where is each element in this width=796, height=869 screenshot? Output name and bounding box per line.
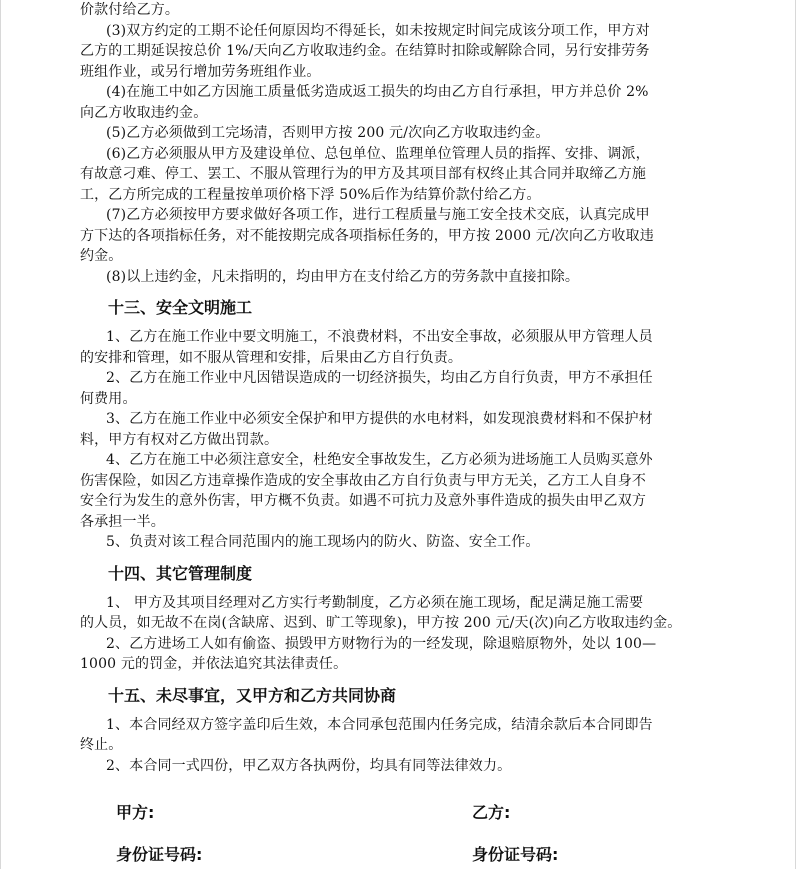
paragraph-line: 1、本合同经双方签字盖印后生效，本合同承包范围内任务完成，结清余款后本合同即告 <box>106 716 653 733</box>
party-b-id-label: 身份证号码: <box>472 845 559 864</box>
paragraph-line: 的人员，如无故不在岗(含缺席、迟到、旷工等现象)，甲方按 200 元/天(次)向乙方收取违约金。 <box>80 615 682 631</box>
paragraph-line: 1、乙方在施工作业中要文明施工，不浪费材料，不出安全事故，必须服从甲方管理人员 <box>106 329 653 345</box>
section-heading-13: 十三、安全文明施工 <box>108 298 253 317</box>
paragraph-line: (3)双方约定的工期不论任何原因均不得延长，如未按规定时间完成该分项工作，甲方对 <box>106 22 650 39</box>
paragraph-line: 约金。 <box>80 248 123 264</box>
paragraph-line: 各承担一半。 <box>80 513 165 530</box>
paragraph-line: (5)乙方必须做到工完场清，否则甲方按 200 元/次向乙方收取违约金。 <box>106 125 550 141</box>
paragraph-line: 班组作业，或另行增加劳务班组作业。 <box>80 63 321 80</box>
paragraph-line: 安全行为发生的意外伤害，甲方概不负责。如遇不可抗力及意外事件造成的损失由甲乙双方 <box>80 493 646 509</box>
paragraph-line: 价款付给乙方。 <box>80 2 180 18</box>
paragraph-line: 有故意刁难、停工、罢工、不服从管理行为的甲方及其项目部有权终止其合同并取缔乙方施 <box>80 166 646 182</box>
paragraph-line: (8)以上违约金，凡未指明的，均由甲方在支付给乙方的劳务款中直接扣除。 <box>106 268 580 285</box>
paragraph-line: (7)乙方必须按甲方要求做好各项工作，进行工程质量与施工安全技术交底，认真完成甲 <box>106 207 650 223</box>
paragraph-line: (6)乙方必须服从甲方及建设单位、总包单位、监理单位管理人员的指挥、安排、调派， <box>106 145 650 162</box>
section-heading-15: 十五、未尽事宜，又甲方和乙方共同协商 <box>108 685 397 705</box>
paragraph-line: 1000 元的罚金，并依法追究其法律责任。 <box>80 656 348 672</box>
section-heading-14: 十四、其它管理制度 <box>108 563 253 583</box>
paragraph-line: (4)在施工中如乙方因施工质量低劣造成返工损失的均由乙方自行承担，甲方并总价 2% <box>106 84 649 100</box>
paragraph-line: 2、本合同一式四份，甲乙双方各执两份，均具有同等法律效力。 <box>106 757 512 774</box>
section-15-body <box>80 715 720 777</box>
paragraph-line: 3、乙方在施工作业中必须安全保护和甲方提供的水电材料，如发现浪费材料和不保护材 <box>106 411 653 427</box>
party-b-label: 乙方: <box>472 803 511 822</box>
penalty-clauses <box>80 0 720 287</box>
paragraph-line: 乙方的工期延误按总价 1%/天向乙方收取违约金。在结算时扣除或解除合同，另行安排劳务 <box>80 43 650 59</box>
party-a-label: 甲方: <box>116 803 155 822</box>
paragraph-line: 工，乙方所完成的工程量按单项价格下浮 50%后作为结算价款付给乙方。 <box>80 186 541 203</box>
paragraph-line: 5、负责对该工程合同范围内的施工现场内的防火、防盗、安全工作。 <box>106 534 540 550</box>
signature-row <box>116 800 716 826</box>
paragraph-line: 终止。 <box>80 737 123 753</box>
paragraph-line: 的安排和管理，如不服从管理和安排，后果由乙方自行负责。 <box>80 349 463 366</box>
paragraph-line: 1、 甲方及其项目经理对乙方实行考勤制度，乙方必须在施工现场，配足满足施工需要 <box>106 594 644 611</box>
page-left-edge <box>0 0 1 869</box>
paragraph-line: 方下达的各项指标任务，对不能按期完成各项指标任务的，甲方按 2000 元/次向乙方收取违 <box>80 227 654 244</box>
contract-document <box>80 0 720 776</box>
paragraph-line: 伤害保险，如因乙方违章操作造成的安全事故由乙方自行负责与甲方无关，乙方工人自身不 <box>80 472 646 489</box>
paragraph-line: 何费用。 <box>80 390 137 407</box>
paragraph-line: 向乙方收取违约金。 <box>80 104 208 121</box>
id-number-row <box>116 842 716 868</box>
party-a-id-label: 身份证号码: <box>116 845 203 864</box>
paragraph-line: 4、乙方在施工中必须注意安全，杜绝安全事故发生，乙方必须为进场施工人员购买意外 <box>106 452 653 468</box>
paragraph-line: 料，甲方有权对乙方做出罚款。 <box>80 431 279 448</box>
section-14-body <box>80 593 720 675</box>
paragraph-line: 2、乙方进场工人如有偷盗、损毁甲方财物行为的一经发现，除退赔原物外，处以 100— <box>106 635 657 652</box>
section-13-body <box>80 327 720 553</box>
paragraph-line: 2、乙方在施工作业中凡因错误造成的一切经济损失，均由乙方自行负责，甲方不承担任 <box>106 370 653 386</box>
